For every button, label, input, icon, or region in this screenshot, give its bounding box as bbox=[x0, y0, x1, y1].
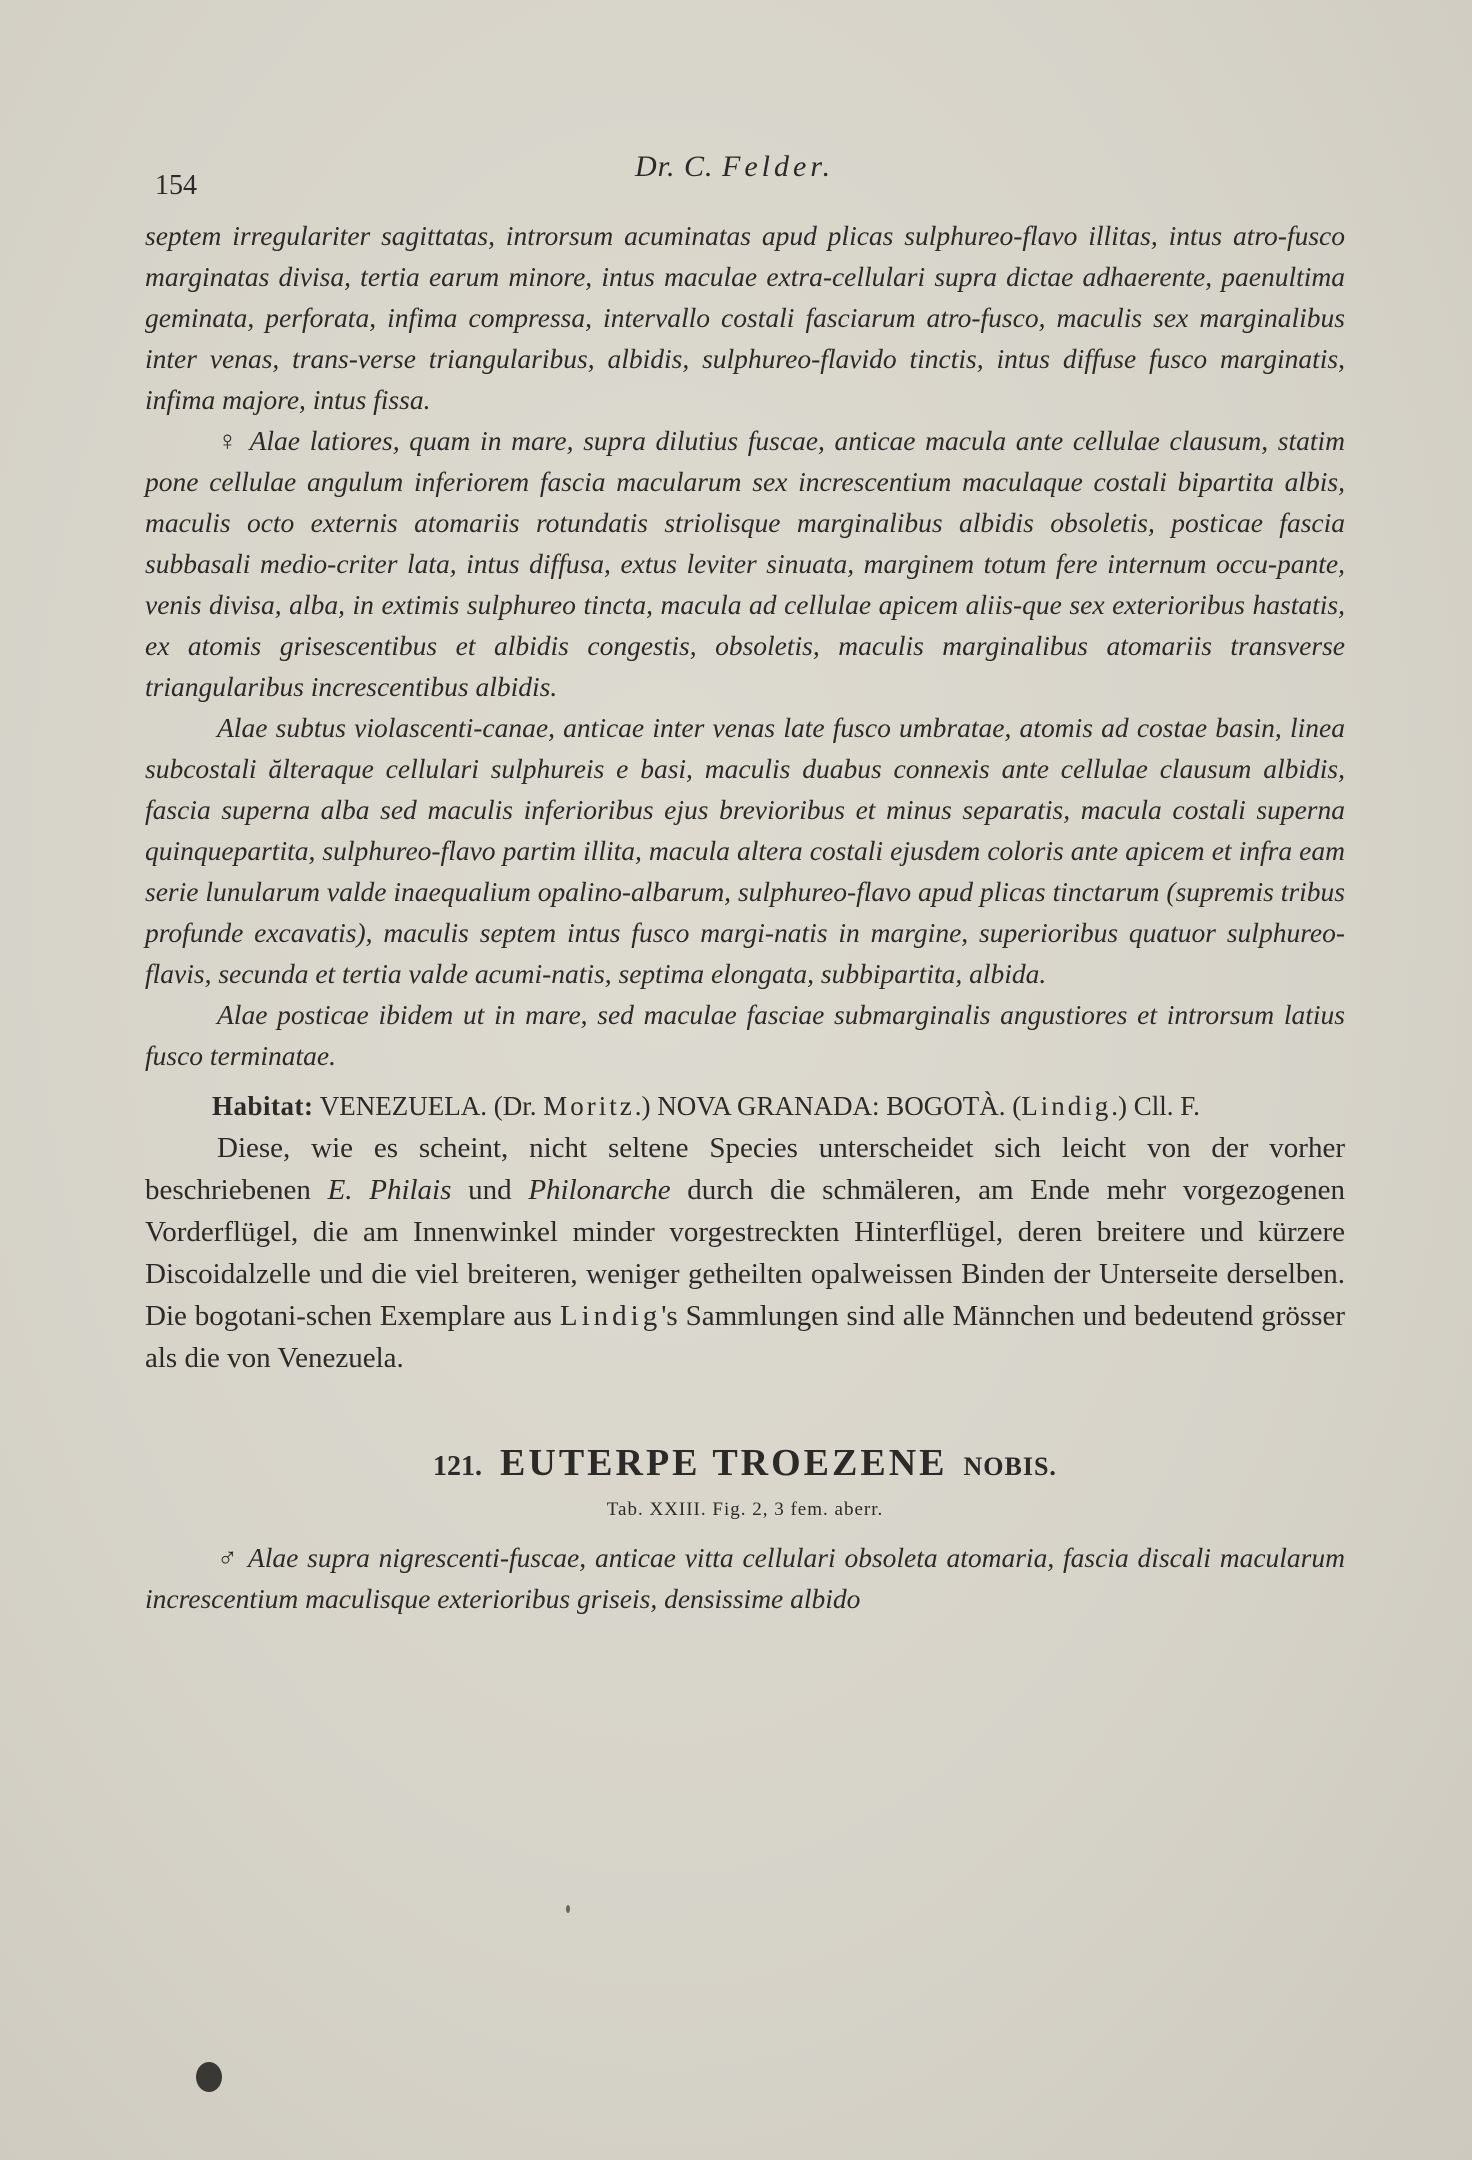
species-author: NOBIS. bbox=[963, 1452, 1057, 1481]
habitat-text-1: VENEZUELA. (Dr. bbox=[313, 1091, 544, 1121]
habitat-text-3: .) Cll. F. bbox=[1111, 1091, 1200, 1121]
plate-reference: Tab. XXIII. Fig. 2, 3 fem. aberr. bbox=[606, 1499, 884, 1520]
hindwing-description-paragraph: Alae posticae ibidem ut in mare, sed maculae fasciae submarginalis angustiores et introrsum latius fusco terminatae. bbox=[145, 999, 1345, 1071]
habitat-label: Habitat: bbox=[212, 1091, 314, 1121]
species-name: EUTERPE TROEZENE bbox=[500, 1442, 948, 1484]
male-description-paragraph: ♂ Alae supra nigrescenti-fuscae, anticae vitta cellulari obsoleta atomaria, fascia discali macularum increscentium maculisque exterioribus griseis, densissime albido bbox=[145, 1542, 1345, 1614]
underside-description-paragraph: Alae subtus violascenti-canae, anticae inter venas late fusco umbratae, atomis ad costae basin, linea subcostali ălteraque cellulari sulphureis e basi, maculis duabus connexis ante cellulae clausum albidis, fascia superna alba sed maculis inferioribus ejus brevioribus et minus separatis, macula costali superna quinquepartita, sulphureo-flavo partim illita, macula altera costali ejusdem coloris ante apicem et infra eam serie lunularum valde inaequalium opalino-albarum, sulphureo-flavo apud plicas tinctarum (supremis tribus profunde excavatis), maculis septem intus fusco margi-natis in margine, superioribus quatuor sulphureo-flavis, secunda et tertia valde acumi-natis, septima elongata, subbipartita, albida. bbox=[145, 712, 1345, 989]
description-paragraph-1: septem irregulariter sagittatas, introrsum acuminatas apud plicas sulphureo-flavo illitas, intus atro-fusco marginatas divisa, tertia earum minore, intus maculae extra-cellulari supra dictae adhaerente, paenultima geminata, perforata, infima compressa, intervallo costali fasciarum atro-fusco, maculis sex marginalibus inter venas, trans-verse triangularibus, albidis, sulphureo-flavido tinctis, intus diffuse fusco marginatis, infima majore, intus fissa. bbox=[145, 220, 1345, 415]
ink-spot bbox=[196, 2062, 222, 2092]
page-body bbox=[145, 215, 1345, 1619]
species-ref-philais: E. Philais bbox=[327, 1174, 452, 1206]
german-text-b: und bbox=[451, 1174, 529, 1206]
running-head-prefix: Dr. C. bbox=[635, 150, 714, 183]
german-paragraph bbox=[145, 1127, 1345, 1379]
species-number: 121. bbox=[433, 1451, 483, 1482]
running-head-name: Felder. bbox=[722, 150, 835, 183]
habitat-line bbox=[145, 1086, 1345, 1127]
habitat-text-2: .) NOVA GRANADA: BOGOTÀ. ( bbox=[634, 1091, 1022, 1121]
running-head bbox=[635, 150, 834, 184]
page-header bbox=[155, 150, 1355, 200]
species-heading bbox=[145, 1441, 1345, 1485]
page-number: 154 bbox=[155, 170, 197, 201]
species-ref-philonarche: Philonarche bbox=[528, 1174, 671, 1206]
german-text-d: 's Sammlungen sind alle Männchen und bedeutend grösser als die von Venezuela. bbox=[145, 1300, 1345, 1374]
habitat-collector-2: Lindig bbox=[1021, 1091, 1112, 1121]
german-text-a: Diese, wie es scheint, nicht seltene Species unterscheidet sich leicht von der vorher beschriebenen bbox=[145, 1132, 1345, 1206]
collector-name: Lindig bbox=[559, 1300, 662, 1332]
female-description-paragraph: ♀ Alae latiores, quam in mare, supra dilutius fuscae, anticae macula ante cellulae clausum, statim pone cellulae angulum inferiorem fascia macularum sex increscentium maculaque costali bipartita albis, maculis octo externis atomariis rotundatis striolisque marginalibus albidis obsoletis, posticae fascia subbasali medio-criter lata, intus diffusa, extus leviter sinuata, marginem totum fere internum occu-pante, venis divisa, alba, in extimis sulphureo tincta, macula ad cellulae apicem aliis-que sex exterioribus hastatis, ex atomis grisescentibus et albidis congestis, obsoletis, maculis marginalibus atomariis transverse triangularibus increscentibus albidis. bbox=[145, 425, 1345, 702]
speck bbox=[566, 1905, 570, 1913]
habitat-collector-1: Moritz bbox=[543, 1091, 635, 1121]
german-text-c: durch die schmäleren, am Ende mehr vorgezogenen Vorderflügel, die am Innenwinkel minder vorgestreckten Hinterflügel, deren breitere und kürzere Discoidalzelle und die viel breiteren, weniger getheilten opalweissen Binden der Unterseite derselben. Die bogotani-schen Exemplare aus bbox=[145, 1174, 1345, 1332]
